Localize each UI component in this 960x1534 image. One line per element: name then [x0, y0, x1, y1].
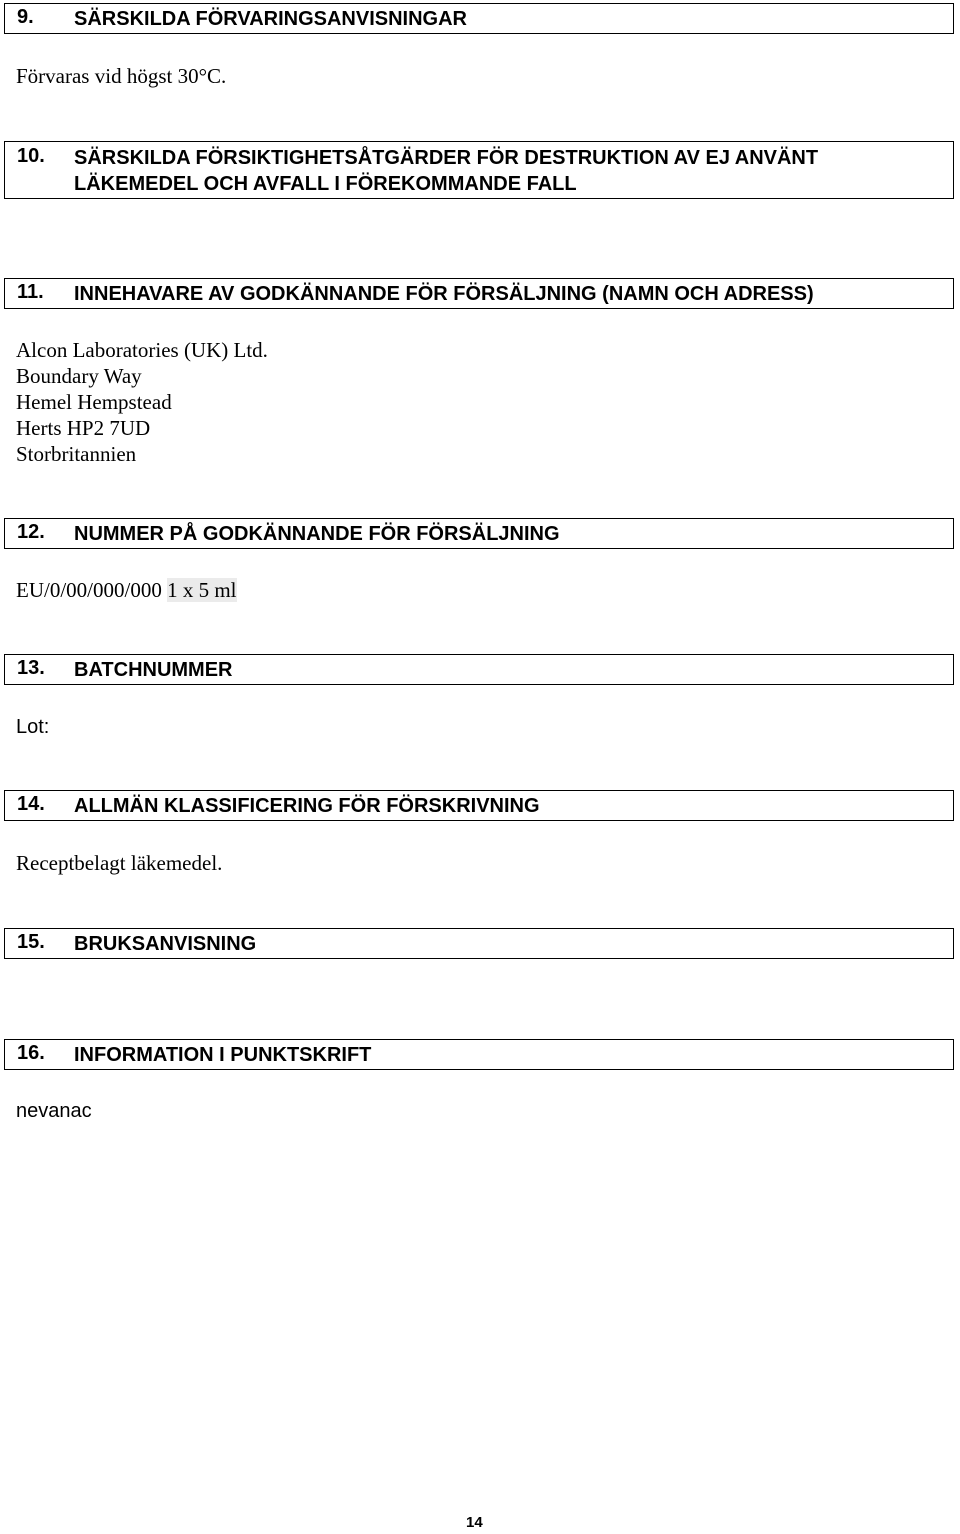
- section-title-line-1: SÄRSKILDA FÖRSIKTIGHETSÅTGÄRDER FÖR DESTRUKTION AV EJ ANVÄNT: [74, 147, 819, 169]
- section-9-header: [4, 3, 954, 34]
- address-line: Boundary Way: [16, 364, 142, 388]
- section-title: INFORMATION I PUNKTSKRIFT: [74, 1044, 372, 1066]
- page-number: 14: [466, 1514, 483, 1531]
- section-number: 12.: [17, 521, 45, 543]
- section-13-header: [4, 654, 954, 685]
- pack-size: 1 x 5 ml: [167, 578, 237, 602]
- section-title: INNEHAVARE AV GODKÄNNANDE FÖR FÖRSÄLJNING (NAMN OCH ADRESS): [74, 283, 814, 305]
- section-15-header: [4, 928, 954, 959]
- marketing-authorisation-number: [16, 577, 237, 603]
- storage-instruction: Förvaras vid högst 30°C.: [16, 64, 227, 88]
- section-number: 16.: [17, 1042, 45, 1064]
- section-number: 9.: [17, 6, 34, 28]
- address-line: Storbritannien: [16, 442, 137, 466]
- section-number: 14.: [17, 793, 45, 815]
- section-number: 13.: [17, 657, 45, 679]
- braille-text: nevanac: [16, 1100, 92, 1122]
- section-number: 11.: [17, 281, 44, 303]
- section-11-header: [4, 278, 954, 309]
- section-number: 15.: [17, 931, 45, 953]
- section-title: SÄRSKILDA FÖRVARINGSANVISNINGAR: [74, 8, 467, 30]
- section-14-header: [4, 790, 954, 821]
- address-line: Alcon Laboratories (UK) Ltd.: [16, 338, 268, 362]
- section-title: ALLMÄN KLASSIFICERING FÖR FÖRSKRIVNING: [74, 795, 540, 817]
- eu-number: EU/0/00/000/000: [16, 578, 162, 602]
- address-line: Herts HP2 7UD: [16, 416, 151, 440]
- holder-address: [16, 337, 268, 467]
- section-10-header: [4, 141, 954, 199]
- section-title-line-2: LÄKEMEDEL OCH AVFALL I FÖREKOMMANDE FALL: [74, 173, 577, 195]
- section-title: NUMMER PÅ GODKÄNNANDE FÖR FÖRSÄLJNING: [74, 523, 560, 545]
- prescription-status: Receptbelagt läkemedel.: [16, 851, 223, 875]
- section-title: BATCHNUMMER: [74, 659, 233, 681]
- address-line: Hemel Hempstead: [16, 390, 172, 414]
- section-number: 10.: [17, 145, 45, 167]
- section-12-header: [4, 518, 954, 549]
- section-title: BRUKSANVISNING: [74, 933, 257, 955]
- lot-label: Lot:: [16, 716, 50, 738]
- section-16-header: [4, 1039, 954, 1070]
